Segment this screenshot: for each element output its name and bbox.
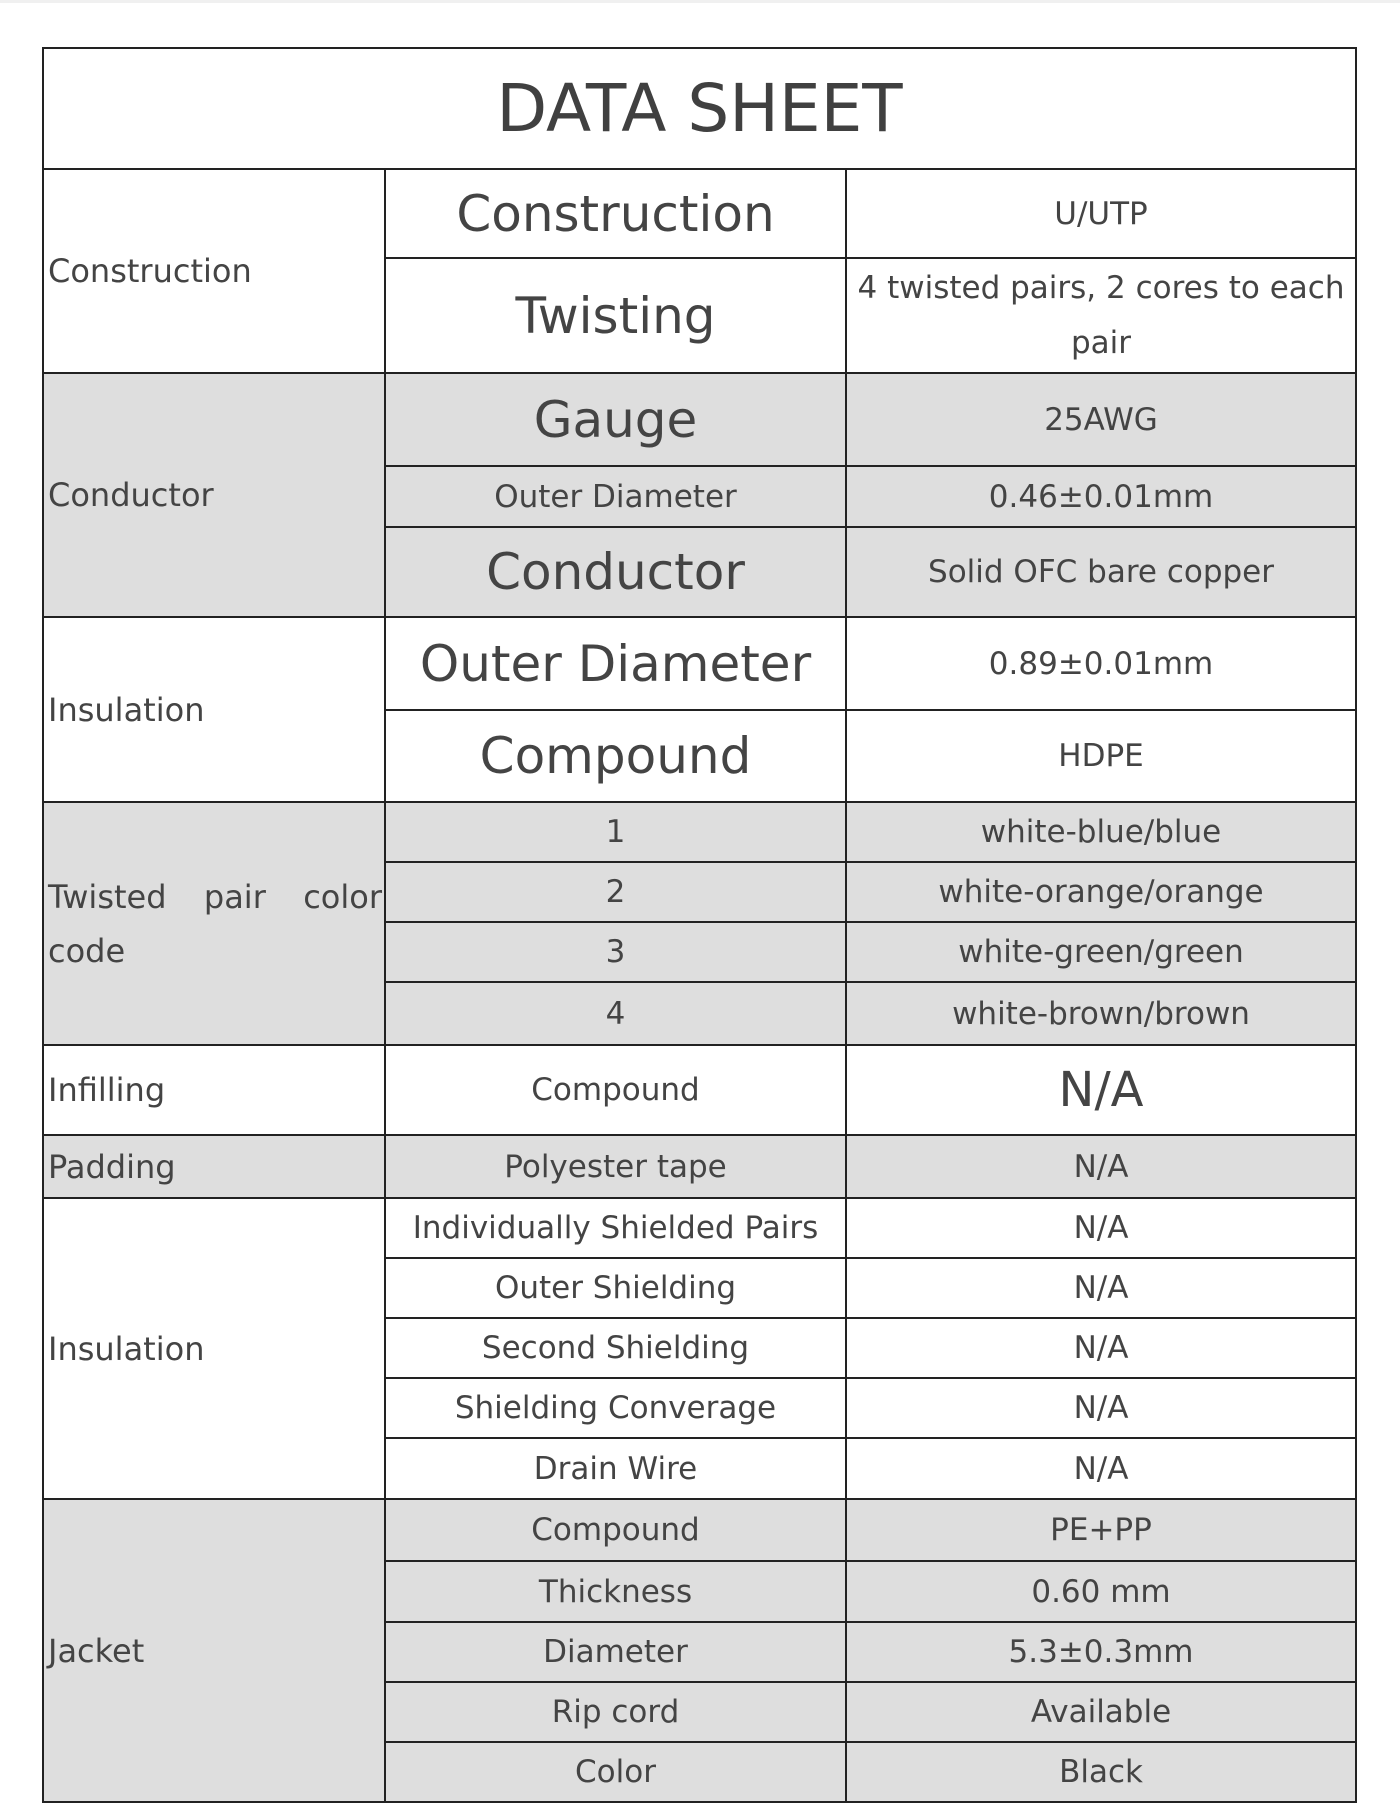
item-diameter: Diameter — [385, 1622, 846, 1682]
item-infilling-compound: Compound — [385, 1045, 846, 1135]
value-insulation-outer-diameter: 0.89±0.01mm — [846, 617, 1356, 710]
item-pair-4: 4 — [385, 982, 846, 1045]
page-top-strip — [0, 0, 1400, 3]
item-individually-shielded-pairs: Individually Shielded Pairs — [385, 1198, 846, 1258]
item-rip-cord: Rip cord — [385, 1682, 846, 1742]
value-color: Black — [846, 1742, 1356, 1802]
value-infilling-compound: N/A — [846, 1045, 1356, 1135]
item-insulation-compound: Compound — [385, 710, 846, 802]
item-gauge: Gauge — [385, 373, 846, 466]
value-twisting: 4 twisted pairs, 2 cores to each pair — [846, 258, 1356, 373]
item-pair-3: 3 — [385, 922, 846, 982]
value-construction: U/UTP — [846, 169, 1356, 258]
group-insulation: Insulation — [43, 617, 385, 802]
value-diameter: 5.3±0.3mm — [846, 1622, 1356, 1682]
value-outer-diameter: 0.46±0.01mm — [846, 466, 1356, 527]
item-color: Color — [385, 1742, 846, 1802]
value-jacket-compound: PE+PP — [846, 1499, 1356, 1561]
value-outer-shielding: N/A — [846, 1258, 1356, 1318]
item-twisting: Twisting — [385, 258, 846, 373]
value-pair-3: white-green/green — [846, 922, 1356, 982]
group-infilling: Infilling — [43, 1045, 385, 1135]
data-sheet-table — [42, 47, 1357, 1803]
item-conductor: Conductor — [385, 527, 846, 617]
item-construction: Construction — [385, 169, 846, 258]
value-shielding-converage: N/A — [846, 1378, 1356, 1438]
value-conductor: Solid OFC bare copper — [846, 527, 1356, 617]
value-rip-cord: Available — [846, 1682, 1356, 1742]
item-drain-wire: Drain Wire — [385, 1438, 846, 1499]
value-pair-1: white-blue/blue — [846, 802, 1356, 862]
item-second-shielding: Second Shielding — [385, 1318, 846, 1378]
item-outer-diameter: Outer Diameter — [385, 466, 846, 527]
group-twisted-pair-color-code: Twisted pair color code — [43, 802, 385, 1045]
item-pair-1: 1 — [385, 802, 846, 862]
value-pair-4: white-brown/brown — [846, 982, 1356, 1045]
item-polyester-tape: Polyester tape — [385, 1135, 846, 1198]
value-polyester-tape: N/A — [846, 1135, 1356, 1198]
item-insulation-outer-diameter: Outer Diameter — [385, 617, 846, 710]
value-drain-wire: N/A — [846, 1438, 1356, 1499]
item-thickness: Thickness — [385, 1561, 846, 1622]
item-shielding-converage: Shielding Converage — [385, 1378, 846, 1438]
group-padding: Padding — [43, 1135, 385, 1198]
group-jacket: Jacket — [43, 1499, 385, 1802]
value-individually-shielded-pairs: N/A — [846, 1198, 1356, 1258]
group-insulation-shielding: Insulation — [43, 1198, 385, 1499]
value-pair-2: white-orange/orange — [846, 862, 1356, 922]
data-sheet-title: DATA SHEET — [43, 48, 1356, 169]
item-jacket-compound: Compound — [385, 1499, 846, 1561]
item-outer-shielding: Outer Shielding — [385, 1258, 846, 1318]
value-second-shielding: N/A — [846, 1318, 1356, 1378]
group-construction: Construction — [43, 169, 385, 373]
value-insulation-compound: HDPE — [846, 710, 1356, 802]
value-thickness: 0.60 mm — [846, 1561, 1356, 1622]
value-gauge: 25AWG — [846, 373, 1356, 466]
group-conductor: Conductor — [43, 373, 385, 617]
item-pair-2: 2 — [385, 862, 846, 922]
